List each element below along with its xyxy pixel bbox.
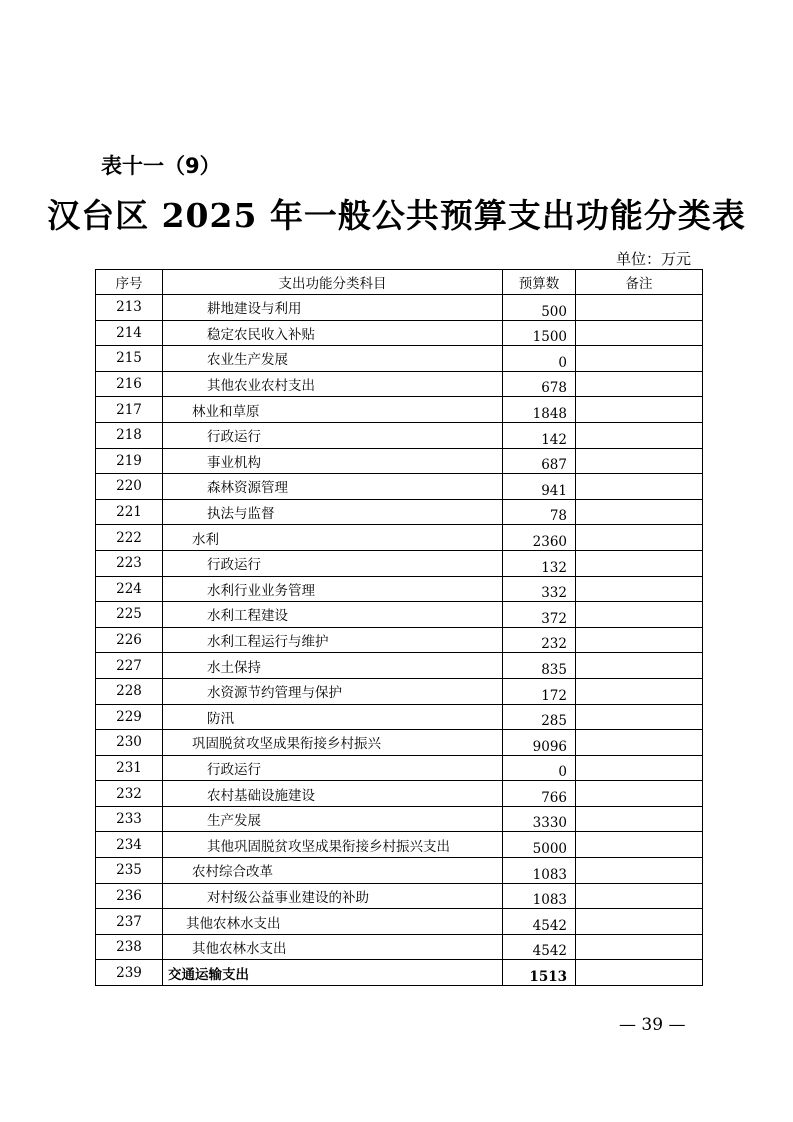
row-index: 225 bbox=[96, 602, 163, 628]
row-budget-value: 3330 bbox=[503, 806, 576, 832]
table-row bbox=[96, 883, 703, 909]
row-index: 218 bbox=[96, 422, 163, 448]
table-row bbox=[96, 678, 703, 704]
row-budget-value: 232 bbox=[503, 627, 576, 653]
row-category bbox=[163, 448, 503, 474]
row-remark bbox=[576, 295, 703, 321]
row-remark bbox=[576, 934, 703, 960]
row-remark bbox=[576, 653, 703, 679]
row-index: 221 bbox=[96, 499, 163, 525]
row-category bbox=[163, 320, 503, 346]
table-row bbox=[96, 295, 703, 321]
table-row bbox=[96, 755, 703, 781]
category-label: 交通运输支出 bbox=[168, 966, 249, 983]
page-number: — 39 — bbox=[619, 1015, 686, 1035]
row-budget-value: 4542 bbox=[503, 909, 576, 935]
table-row bbox=[96, 550, 703, 576]
category-label: 其他农林水支出 bbox=[192, 941, 287, 958]
category-label: 农村综合改革 bbox=[192, 864, 273, 881]
row-budget-value: 941 bbox=[503, 474, 576, 500]
row-remark bbox=[576, 627, 703, 653]
row-budget-value: 835 bbox=[503, 653, 576, 679]
row-index: 238 bbox=[96, 934, 163, 960]
row-remark bbox=[576, 858, 703, 884]
row-remark bbox=[576, 525, 703, 551]
row-budget-value: 4542 bbox=[503, 934, 576, 960]
row-budget-value: 2360 bbox=[503, 525, 576, 551]
row-category bbox=[163, 678, 503, 704]
row-budget-value: 132 bbox=[503, 550, 576, 576]
table-row bbox=[96, 525, 703, 551]
row-index: 220 bbox=[96, 474, 163, 500]
row-remark bbox=[576, 474, 703, 500]
row-budget-value: 1083 bbox=[503, 858, 576, 884]
row-remark bbox=[576, 602, 703, 628]
row-category bbox=[163, 499, 503, 525]
row-index: 215 bbox=[96, 346, 163, 372]
table-row bbox=[96, 474, 703, 500]
category-label: 农业生产发展 bbox=[207, 352, 288, 369]
row-remark bbox=[576, 730, 703, 756]
row-budget-value: 0 bbox=[503, 755, 576, 781]
row-index: 216 bbox=[96, 371, 163, 397]
row-category bbox=[163, 525, 503, 551]
row-category bbox=[163, 576, 503, 602]
row-index: 233 bbox=[96, 806, 163, 832]
row-category bbox=[163, 883, 503, 909]
row-remark bbox=[576, 678, 703, 704]
category-label: 水资源节约管理与保护 bbox=[207, 685, 342, 702]
row-budget-value: 766 bbox=[503, 781, 576, 807]
category-label: 其他农林水支出 bbox=[186, 915, 281, 932]
row-remark bbox=[576, 576, 703, 602]
table-row bbox=[96, 627, 703, 653]
row-budget-value: 372 bbox=[503, 602, 576, 628]
row-category bbox=[163, 806, 503, 832]
row-budget-value: 1513 bbox=[503, 960, 576, 986]
row-remark bbox=[576, 422, 703, 448]
row-category bbox=[163, 781, 503, 807]
row-category bbox=[163, 550, 503, 576]
table-row bbox=[96, 602, 703, 628]
page-title: 汉台区 2025 年一般公共预算支出功能分类表 bbox=[47, 196, 746, 235]
row-remark bbox=[576, 397, 703, 423]
category-label: 水土保持 bbox=[207, 659, 261, 676]
row-budget-value: 1500 bbox=[503, 320, 576, 346]
row-budget-value: 5000 bbox=[503, 832, 576, 858]
row-budget-value: 500 bbox=[503, 295, 576, 321]
row-index: 230 bbox=[96, 730, 163, 756]
category-label: 水利工程运行与维护 bbox=[207, 634, 329, 651]
table-row bbox=[96, 422, 703, 448]
row-budget-value: 332 bbox=[503, 576, 576, 602]
table-row bbox=[96, 371, 703, 397]
category-label: 其他农业农村支出 bbox=[207, 378, 315, 395]
row-index: 234 bbox=[96, 832, 163, 858]
row-category bbox=[163, 909, 503, 935]
row-budget-value: 1848 bbox=[503, 397, 576, 423]
row-category bbox=[163, 858, 503, 884]
row-index: 223 bbox=[96, 550, 163, 576]
category-label: 农村基础设施建设 bbox=[207, 787, 315, 804]
category-label: 行政运行 bbox=[207, 761, 261, 778]
row-remark bbox=[576, 499, 703, 525]
row-remark bbox=[576, 806, 703, 832]
row-category bbox=[163, 346, 503, 372]
row-index: 219 bbox=[96, 448, 163, 474]
table-body bbox=[96, 295, 703, 986]
row-category bbox=[163, 474, 503, 500]
row-budget-value: 687 bbox=[503, 448, 576, 474]
row-remark bbox=[576, 320, 703, 346]
row-index: 231 bbox=[96, 755, 163, 781]
category-label: 对村级公益事业建设的补助 bbox=[207, 889, 369, 906]
table-row bbox=[96, 448, 703, 474]
row-category bbox=[163, 832, 503, 858]
category-label: 生产发展 bbox=[207, 813, 261, 830]
row-index: 213 bbox=[96, 295, 163, 321]
row-remark bbox=[576, 909, 703, 935]
table-header-row bbox=[96, 270, 703, 295]
row-index: 229 bbox=[96, 704, 163, 730]
table-row bbox=[96, 934, 703, 960]
row-remark bbox=[576, 371, 703, 397]
row-category bbox=[163, 627, 503, 653]
row-index: 226 bbox=[96, 627, 163, 653]
table-row bbox=[96, 653, 703, 679]
table-row bbox=[96, 730, 703, 756]
category-label: 行政运行 bbox=[207, 557, 261, 574]
unit-label: 单位：万元 bbox=[615, 250, 691, 268]
row-category bbox=[163, 960, 503, 986]
row-budget-value: 678 bbox=[503, 371, 576, 397]
row-budget-value: 9096 bbox=[503, 730, 576, 756]
row-remark bbox=[576, 346, 703, 372]
row-remark bbox=[576, 448, 703, 474]
column-header-category: 支出功能分类科目 bbox=[163, 270, 503, 295]
row-category bbox=[163, 730, 503, 756]
row-category bbox=[163, 602, 503, 628]
row-category bbox=[163, 295, 503, 321]
row-category bbox=[163, 422, 503, 448]
table-row bbox=[96, 499, 703, 525]
category-label: 水利工程建设 bbox=[207, 608, 288, 625]
row-index: 228 bbox=[96, 678, 163, 704]
row-index: 232 bbox=[96, 781, 163, 807]
category-label: 其他巩固脱贫攻坚成果衔接乡村振兴支出 bbox=[207, 838, 450, 855]
row-remark bbox=[576, 781, 703, 807]
table-row bbox=[96, 832, 703, 858]
row-budget-value: 78 bbox=[503, 499, 576, 525]
row-category bbox=[163, 371, 503, 397]
row-category bbox=[163, 704, 503, 730]
row-category bbox=[163, 755, 503, 781]
row-remark bbox=[576, 832, 703, 858]
row-index: 237 bbox=[96, 909, 163, 935]
row-remark bbox=[576, 883, 703, 909]
category-label: 耕地建设与利用 bbox=[207, 301, 302, 318]
table-row bbox=[96, 320, 703, 346]
row-budget-value: 285 bbox=[503, 704, 576, 730]
row-category bbox=[163, 653, 503, 679]
budget-table bbox=[95, 269, 703, 986]
column-header-budget: 预算数 bbox=[503, 270, 576, 295]
table-row bbox=[96, 576, 703, 602]
table-row bbox=[96, 960, 703, 986]
row-index: 236 bbox=[96, 883, 163, 909]
category-label: 森林资源管理 bbox=[207, 480, 288, 497]
row-remark bbox=[576, 550, 703, 576]
row-budget-value: 172 bbox=[503, 678, 576, 704]
row-category bbox=[163, 397, 503, 423]
category-label: 防汛 bbox=[207, 710, 234, 727]
category-label: 林业和草原 bbox=[192, 403, 260, 420]
row-remark bbox=[576, 960, 703, 986]
category-label: 事业机构 bbox=[207, 454, 261, 471]
category-label: 行政运行 bbox=[207, 429, 261, 446]
row-index: 235 bbox=[96, 858, 163, 884]
table-row bbox=[96, 346, 703, 372]
table-label: 表十一（9） bbox=[101, 154, 221, 178]
column-header-index: 序号 bbox=[96, 270, 163, 295]
row-index: 222 bbox=[96, 525, 163, 551]
row-index: 227 bbox=[96, 653, 163, 679]
table-row bbox=[96, 704, 703, 730]
row-category bbox=[163, 934, 503, 960]
column-header-remark: 备注 bbox=[576, 270, 703, 295]
row-index: 214 bbox=[96, 320, 163, 346]
table-row bbox=[96, 806, 703, 832]
row-remark bbox=[576, 704, 703, 730]
category-label: 执法与监督 bbox=[207, 506, 275, 523]
row-remark bbox=[576, 755, 703, 781]
row-budget-value: 1083 bbox=[503, 883, 576, 909]
category-label: 稳定农民收入补贴 bbox=[207, 326, 315, 343]
table-row bbox=[96, 781, 703, 807]
category-label: 水利行业业务管理 bbox=[207, 582, 315, 599]
table-row bbox=[96, 909, 703, 935]
row-index: 239 bbox=[96, 960, 163, 986]
row-index: 217 bbox=[96, 397, 163, 423]
row-budget-value: 0 bbox=[503, 346, 576, 372]
category-label: 巩固脱贫攻坚成果衔接乡村振兴 bbox=[192, 736, 381, 753]
category-label: 水利 bbox=[192, 531, 219, 548]
table-row bbox=[96, 397, 703, 423]
table-row bbox=[96, 858, 703, 884]
row-budget-value: 142 bbox=[503, 422, 576, 448]
row-index: 224 bbox=[96, 576, 163, 602]
